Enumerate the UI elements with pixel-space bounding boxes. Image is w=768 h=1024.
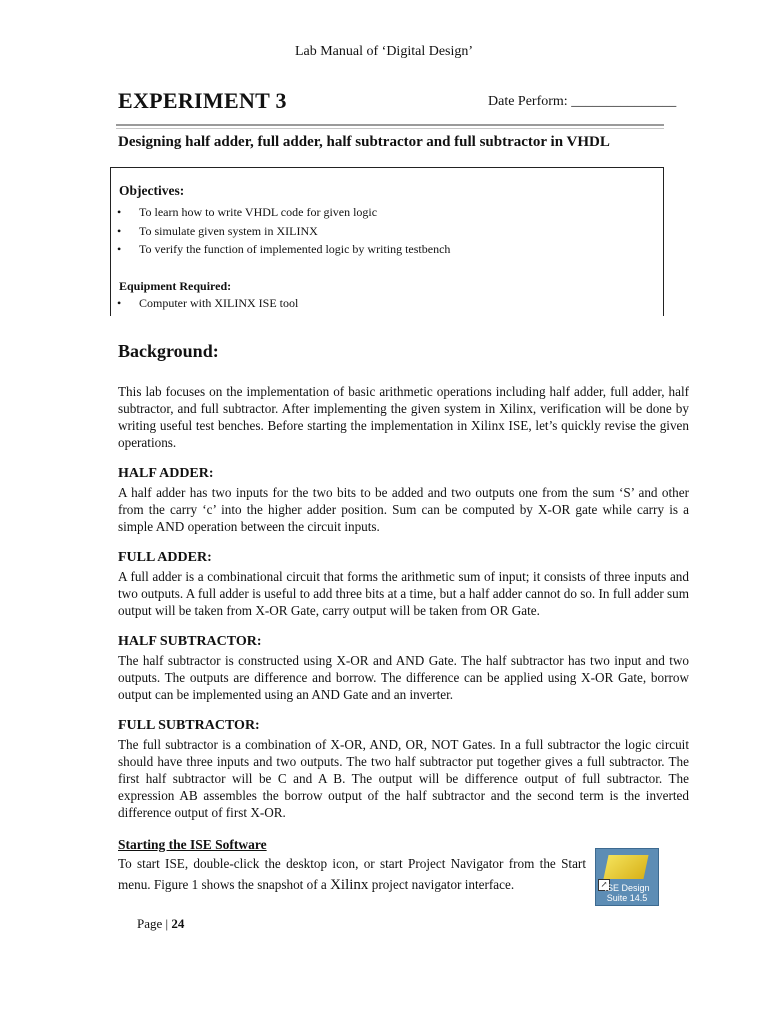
- ise-text: To start ISE, double-click the desktop icon, or start Project Navigator from the Start menu. Figure 1 shows the snapshot of a Xilinx project navigator interface.: [118, 856, 586, 893]
- background-heading: Background:: [118, 341, 219, 361]
- background-intro: This lab focuses on the implementation of basic arithmetic operations including half adder, full adder, half subtractor, and full subtractor. After implementing the given system in Xilinx, verification will be done by writing useful test benches. Before starting the implementation in Xilinx ISE, let’s quickly revise the given operations.: [118, 384, 689, 450]
- ise-design-suite-icon: ↗ ISE Design Suite 14.5: [595, 848, 659, 906]
- experiment-title: EXPERIMENT 3: [118, 88, 287, 113]
- page-footer: Page | 24: [137, 916, 185, 931]
- equipment-heading: Equipment Required:: [119, 279, 232, 293]
- bullet-icon: •: [117, 296, 122, 310]
- objective-item: • To simulate given system in XILINX: [117, 224, 318, 238]
- experiment-subtitle: Designing half adder, full adder, half subtractor and full subtractor in VHDL: [118, 134, 610, 150]
- page-number: 24: [171, 916, 185, 931]
- equipment-item: • Computer with XILINX ISE tool: [117, 296, 299, 310]
- bullet-icon: •: [117, 224, 122, 238]
- full-subtractor-heading: FULL SUBTRACTOR:: [118, 718, 260, 733]
- running-header: Lab Manual of ‘Digital Design’: [294, 44, 474, 59]
- bullet-icon: •: [117, 242, 122, 256]
- full-adder-heading: FULL ADDER:: [118, 550, 212, 565]
- half-adder-heading: HALF ADDER:: [118, 466, 214, 481]
- full-subtractor-text: The full subtractor is a combination of X-OR, AND, OR, NOT Gates. In a full subtractor the logic circuit should have three inputs and two outputs. The two half subtractor put together gives a full subtractor. The first half subtractor will be C and A B. The output will be difference output of full subtractor. The expression AB assembles the borrow output of the half subtractor and the second term is the inverted difference output of first X-OR.: [118, 737, 689, 820]
- objective-item: • To verify the function of implemented logic by writing testbench: [117, 242, 451, 256]
- objectives-box: [110, 167, 664, 316]
- ise-heading: Starting the ISE Software: [118, 837, 267, 852]
- half-adder-text: A half adder has two inputs for the two bits to be added and two outputs one from the sum ‘S’ and other from the carry ‘c’ into the higher adder position. Sum can be computed by X-OR gate while carry is a simple AND operation between the circuit inputs.: [118, 485, 689, 534]
- objective-item: • To learn how to write VHDL code for given logic: [117, 205, 378, 219]
- shortcut-arrow-icon: ↗: [598, 879, 610, 891]
- title-rule: [116, 124, 664, 126]
- title-rule-thin: [116, 128, 664, 129]
- bullet-icon: •: [117, 205, 122, 219]
- full-adder-text: A full adder is a combinational circuit that forms the arithmetic sum of input; it consists of three inputs and two outputs. A full adder is useful to add three bits at a time, but a half adder cannot do so. In full adder sum output will be taken from X-OR Gate, carry output will be taken from OR Gate.: [118, 569, 689, 618]
- date-perform-field: Date Perform: _______________: [488, 94, 677, 109]
- objectives-heading: Objectives:: [119, 183, 185, 198]
- half-subtractor-heading: HALF SUBTRACTOR:: [118, 634, 262, 649]
- half-subtractor-text: The half subtractor is constructed using X-OR and AND Gate. The half subtractor has two input and two outputs. The outputs are difference and borrow. The difference can be applied using X-OR Gate, borrow output can be implemented using an AND Gate and an inverter.: [118, 653, 689, 702]
